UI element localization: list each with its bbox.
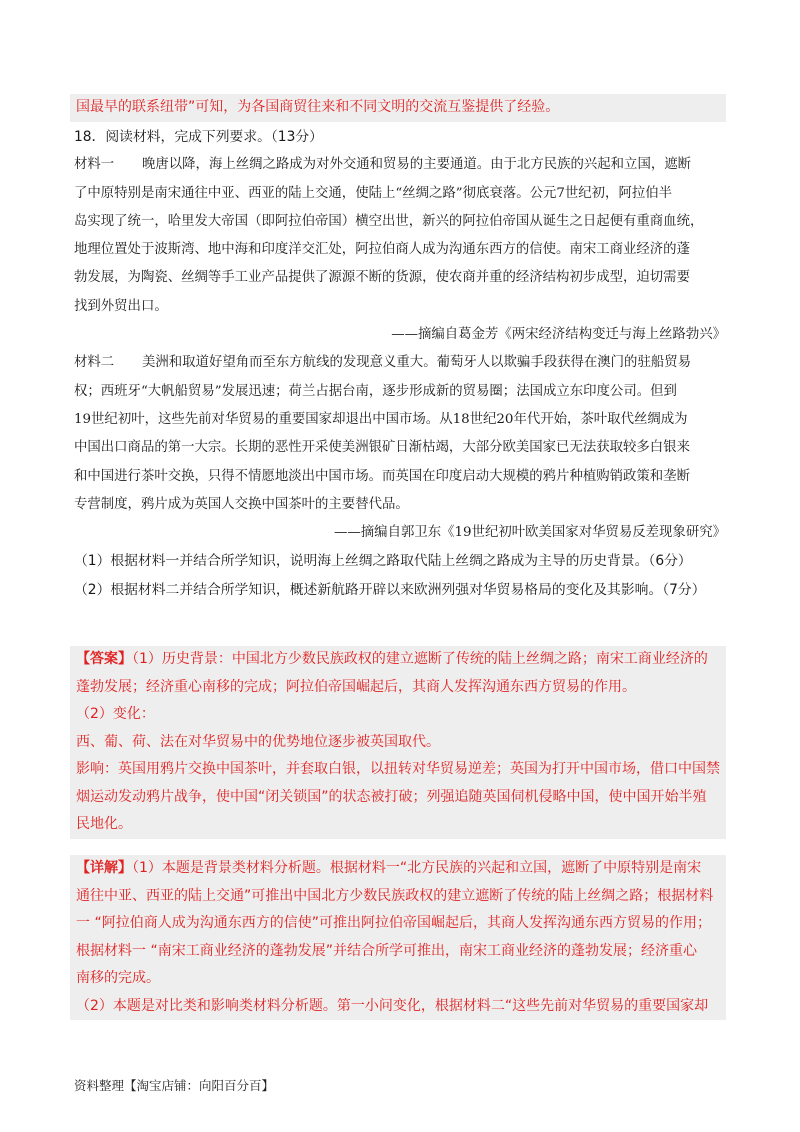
question-section: [74, 123, 726, 604]
answer-tag: 【答案】: [76, 651, 132, 667]
answer-block: [70, 646, 726, 839]
page-footer: 资料整理【淘宝店铺：向阳百分百】: [74, 1078, 275, 1093]
material1-label: 材料一: [74, 157, 115, 173]
answer-impact-line: 民地化。: [76, 816, 132, 832]
material2-line: 专营制度，鸦片成为英国人交换中国茶叶的主要替代品。: [74, 496, 409, 512]
answer-change-heading: （2）变化：: [76, 706, 155, 722]
answer-impact-line: 影响：英国用鸦片交换中国茶叶，并套取白银，以扭转对华贸易逆差；英国为打开中国市场，借口中国禁: [76, 761, 720, 777]
material2-first-line: 材料二 美洲和取道好望角而至东方航线的发现意义重大。葡萄牙人以欺骗手段获得在澳门的驻船贸易: [74, 349, 726, 377]
explanation-line: 一 “阿拉伯商人成为沟通东西方的信使”可推出阿拉伯帝国崛起后，其商人发挥沟通东西方贸易的作用；: [76, 915, 711, 931]
material1-line: 了中原特别是南宋通往中亚、西亚的陆上交通，使陆上“丝绸之路”彻底衰落。公元7世纪初，阿拉伯半: [74, 185, 673, 201]
question-heading: 18．阅读材料，完成下列要求。（13分）: [74, 129, 323, 145]
material2-line: 和中国进行茶叶交换，只得不情愿地淡出中国市场。而英国在印度启动大规模的鸦片种植购销政策和垄断: [74, 468, 690, 484]
sub-question-2: （2）根据材料二并结合所学知识，概述新航路开辟以来欧洲列强对华贸易格局的变化及其影响。（7分）: [74, 581, 706, 598]
material2-line: 中国出口商品的第一大宗。长期的恶性开采使美洲银矿日渐枯竭，大部分欧美国家已无法获取较多白银来: [74, 440, 690, 456]
explanation-block: [70, 855, 726, 1020]
carryover-answer-text: 国最早的联系纽带”可知，为各国商贸往来和不同文明的交流互鉴提供了经验。: [76, 99, 560, 115]
material1-line: 找到外贸出口。: [74, 298, 168, 314]
explanation-line-1: 【详解】（1）本题是背景类材料分析题。根据材料一“北方民族的兴起和立国，遮断了中原特别是南宋: [76, 860, 702, 876]
answer-line-2: 蓬勃发展；经济重心南移的完成；阿拉伯帝国崛起后，其商人发挥沟通东西方贸易的作用。: [76, 678, 636, 695]
explanation-tag: 【详解】: [76, 860, 132, 876]
material2-label: 材料二: [74, 355, 115, 371]
explanation-line: （2）本题是对比类和影响类材料分析题。第一小问变化，根据材料二“这些先前对华贸易的重要国家却: [76, 997, 709, 1014]
answer-impact-line: 烟运动发动鸦片战争，使中国“闭关锁国”的状态被打破；列强追随英国伺机侵略中国，使中国开始半殖: [76, 788, 707, 805]
explanation-line: 根据材料一 “南宋工商业经济的蓬勃发展”并结合所学可推出，南宋工商业经济的蓬勃发展；经济重心: [76, 942, 697, 959]
sub-question-1: （1）根据材料一并结合所学知识，说明海上丝绸之路取代陆上丝绸之路成为主导的历史背景。（6分）: [74, 553, 692, 570]
material2-line: 权；西班牙“大帆船贸易”发展迅速；荷兰占据台南，逐步形成新的贸易圈；法国成立东印度公司。但到: [74, 383, 677, 399]
material1-source: ——摘编自葛金芳《两宋经济结构变迁与海上丝路勃兴》: [391, 327, 726, 343]
answer-line-1: 【答案】（1）历史背景：中国北方少数民族政权的建立遮断了传统的陆上丝绸之路；南宋工商业经济的: [76, 651, 708, 667]
carryover-answer: [70, 94, 726, 122]
material1-line: 岛实现了统一，哈里发大帝国（即阿拉伯帝国）横空出世，新兴的阿拉伯帝国从诞生之日起便有重商血统，: [74, 213, 704, 229]
material2-source: ——摘编自郭卫东《19世纪初叶欧美国家对华贸易反差现象研究》: [334, 525, 726, 541]
material1-first-line: 材料一 晚唐以降，海上丝绸之路成为对外交通和贸易的主要通道。由于北方民族的兴起和立国，遮断: [74, 151, 726, 179]
explanation-line: 通往中亚、西亚的陆上交通”可推出中国北方少数民族政权的建立遮断了传统的陆上丝绸之路；根据材料: [76, 887, 714, 904]
material1-line: 地理位置处于波斯湾、地中海和印度洋交汇处，阿拉伯商人成为沟通东西方的信使。南宋工商业经济的蓬: [74, 242, 690, 258]
material1-line: 勃发展，为陶瓷、丝绸等手工业产品提供了源源不断的货源，使农商并重的经济结构初步成型，迫切需要: [74, 270, 690, 286]
answer-change-text: 西、葡、荷、法在对华贸易中的优势地位逐步被英国取代。: [76, 733, 440, 750]
explanation-line: 南移的完成。: [76, 970, 160, 986]
material2-line: 19世纪初叶，这些先前对华贸易的重要国家却退出中国市场。从18世纪20年代开始，茶叶取代丝绸成为: [74, 411, 688, 427]
